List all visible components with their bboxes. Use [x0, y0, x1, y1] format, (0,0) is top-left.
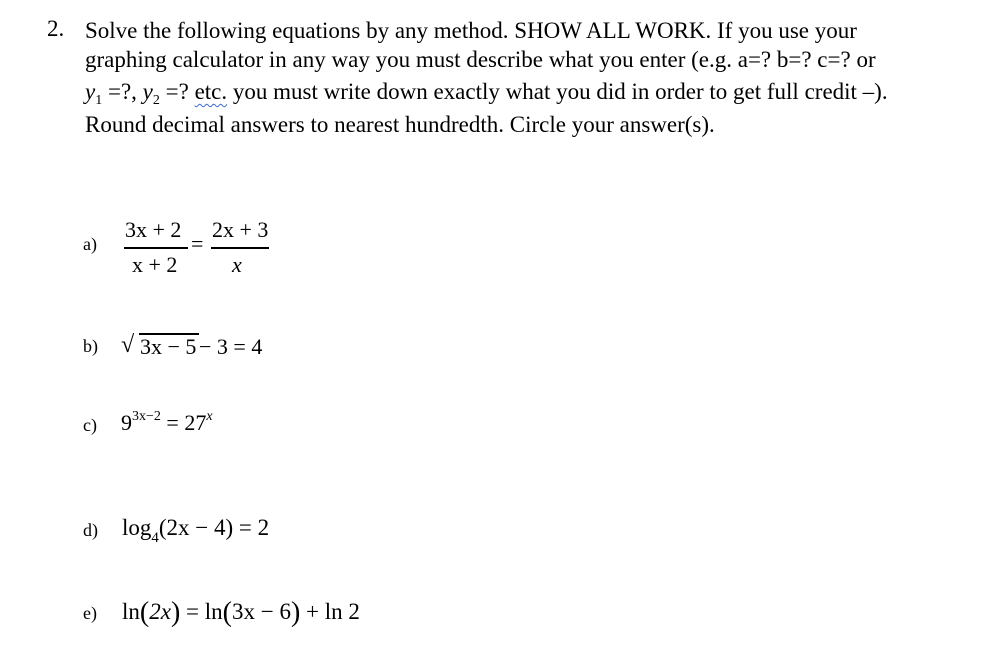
question-number: 2.	[47, 16, 65, 41]
problem-c-label: c)	[83, 415, 97, 435]
problem-a-left-numerator: 3x + 2	[125, 217, 182, 242]
problem-e-ln-1: ln	[122, 599, 140, 624]
instruction-line-3	[85, 77, 888, 111]
problem-e-equals-ln: = ln	[180, 599, 223, 624]
radical-sign-icon: √	[121, 332, 135, 358]
problem-a-left-fraction-bar	[124, 247, 188, 249]
close-paren-2: )	[290, 597, 301, 628]
open-paren-2: (	[222, 597, 232, 628]
instruction-line-3-rest: you must write down exactly what you did in order to get full credit –).	[227, 79, 888, 104]
instruction-line-1: Solve the following equations by any method. SHOW ALL WORK. If you use your	[85, 18, 857, 43]
problem-a-left-denominator: x + 2	[132, 252, 178, 277]
problem-e-rest: + ln 2	[300, 599, 360, 624]
problem-a-label: a)	[83, 234, 97, 254]
problem-b-label: b)	[83, 336, 98, 356]
problem-c-exponent-left: 3x−2	[132, 409, 161, 424]
problem-d-log: log	[122, 515, 152, 540]
problem-a-right-denominator: x	[232, 252, 242, 277]
subscript-1: 1	[95, 93, 103, 108]
close-paren-1: )	[170, 597, 181, 628]
problem-e-arg-1: 2x	[149, 599, 171, 624]
problem-d-argument: (2x − 4) = 2	[158, 515, 270, 540]
problem-c-exponent-right: x	[206, 409, 213, 424]
y-variable-2: y	[142, 79, 153, 104]
subscript-2: 2	[152, 93, 160, 108]
problem-c-expression	[121, 410, 213, 436]
equals-question-2: =?	[159, 79, 195, 104]
problem-e-label: e)	[83, 603, 97, 623]
problem-b-radicand: 3x − 5	[140, 334, 197, 359]
problem-e-arg-2: 3x − 6	[231, 599, 291, 624]
problem-a-right-fraction-bar	[211, 247, 269, 249]
problem-a-right-numerator: 2x + 3	[212, 217, 269, 242]
problem-b-rest: − 3 = 4	[199, 334, 263, 359]
etc-spellcheck-word: etc.	[194, 79, 228, 104]
problem-c-base: 9	[121, 410, 132, 435]
instruction-line-4: Round decimal answers to nearest hundredth. Circle your answer(s).	[85, 112, 715, 137]
problem-d-expression	[122, 515, 270, 546]
problem-d-log-base: 4	[151, 530, 159, 546]
problem-d-label: d)	[83, 520, 98, 540]
instruction-line-2: graphing calculator in any way you must describe what you enter (e.g. a=? b=? c=? or	[85, 47, 876, 72]
problem-c-equals-base: = 27	[160, 410, 207, 435]
y-variable-1: y	[85, 79, 96, 104]
open-paren-1: (	[139, 597, 150, 628]
problem-a-equals: =	[191, 231, 204, 256]
equals-question-1: =?,	[102, 79, 143, 104]
problem-e-expression	[122, 595, 360, 627]
